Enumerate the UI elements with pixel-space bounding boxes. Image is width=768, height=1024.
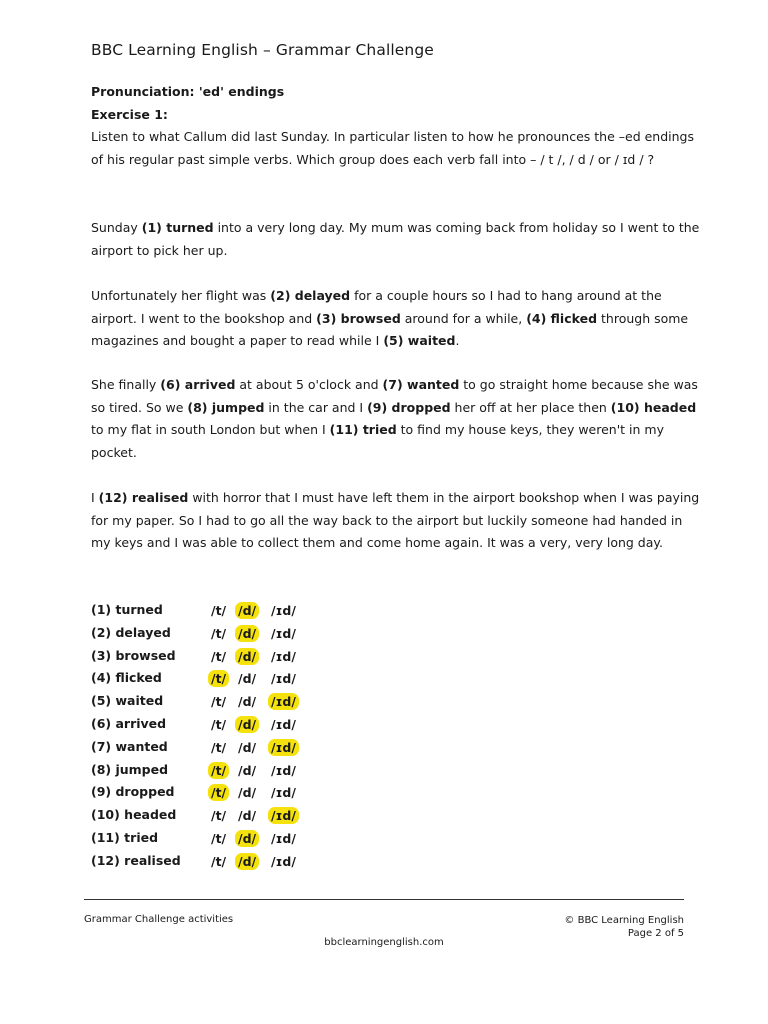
- story-text: at about 5 o'clock and: [235, 377, 383, 392]
- selected-sound-option: /d/: [235, 830, 259, 847]
- verb-highlight: (6) arrived: [160, 377, 236, 392]
- verb-highlight: (7) wanted: [382, 377, 460, 392]
- selected-sound-option: /d/: [235, 625, 259, 642]
- story-text: for a couple hours so I had to hang around at the airport. I went to the bookshop and: [91, 288, 662, 326]
- selected-sound-option: /ɪd/: [268, 807, 299, 824]
- footer-label: Grammar Challenge activities: [84, 914, 234, 925]
- answer-verb: (8) jumped: [91, 761, 169, 777]
- sound-option: /t/: [211, 625, 227, 641]
- sound-option: /ɪd/: [271, 603, 296, 618]
- sound-option: /t/: [211, 830, 227, 846]
- verb-highlight: (4) flicked: [526, 310, 598, 326]
- story-text: with horror that I must have left them in the airport bookshop when I was paying for my paper. So I had to go all the way back to the airport but luckily someone had handed in my keys and I was able to collect them and come home again. It was a very, very long day.: [91, 490, 700, 550]
- sound-option: /ɪd/: [271, 625, 296, 641]
- story-text: around for a while,: [400, 310, 527, 326]
- sound-option: /t/: [211, 808, 227, 824]
- story-text: her off at her place then: [450, 399, 611, 415]
- page-title: BBC Learning English – Grammar Challenge: [91, 41, 434, 59]
- verb-highlight: (8) jumped: [187, 399, 265, 415]
- sound-option: /ɪd/: [271, 716, 296, 732]
- story-text: through some magazines and bought a paper to read while I: [91, 310, 689, 348]
- answer-verb: (12) realised: [91, 852, 181, 868]
- exercise-heading: Exercise 1:: [91, 107, 168, 122]
- sound-option: /ɪd/: [271, 762, 296, 778]
- selected-sound-option: /d/: [235, 648, 259, 665]
- verb-highlight: (3) browsed: [316, 310, 401, 326]
- sound-option: /d/: [238, 808, 257, 824]
- story-paragraph-4: [91, 487, 701, 555]
- verb-highlight: (9) dropped: [367, 399, 451, 415]
- selected-sound-option: /ɪd/: [268, 739, 299, 756]
- answer-verb: (2) delayed: [91, 624, 171, 640]
- answer-verb: (7) wanted: [91, 738, 168, 754]
- sound-option: /ɪd/: [271, 785, 296, 801]
- verb-highlight: (5) waited: [383, 333, 456, 348]
- selected-sound-option: /t/: [208, 784, 229, 801]
- story-text: Sunday: [91, 220, 142, 235]
- story-text: to go straight home because she was so tired. So we: [91, 377, 698, 415]
- story-paragraph-3: [91, 374, 701, 464]
- story-paragraph-1: [91, 217, 701, 262]
- footer-divider: [84, 899, 684, 900]
- section-heading: Pronunciation: 'ed' endings: [91, 84, 285, 99]
- sound-option: /t/: [211, 739, 227, 755]
- sound-option: /t/: [211, 694, 227, 710]
- story-text: .: [455, 333, 460, 348]
- story-text: in the car and I: [264, 399, 368, 415]
- answer-verb: (9) dropped: [91, 784, 175, 800]
- answer-verb: (5) waited: [91, 693, 164, 709]
- answer-verb: (4) flicked: [91, 670, 162, 686]
- sound-option: /d/: [238, 739, 257, 755]
- verb-highlight: (2) delayed: [270, 288, 351, 303]
- sound-option: /t/: [211, 716, 227, 732]
- verb-highlight: (12) realised: [98, 490, 189, 505]
- answer-verb: (10) headed: [91, 807, 177, 823]
- story-text: She finally: [91, 377, 161, 392]
- verb-highlight: (1) turned: [141, 220, 214, 235]
- sound-option: /d/: [238, 762, 257, 778]
- story-text: to find my house keys, they weren't in my pocket.: [91, 422, 664, 460]
- footer-website: bbclearningenglish.com: [324, 937, 444, 948]
- answer-verb: (11) tried: [91, 829, 159, 845]
- sound-option: /t/: [211, 853, 227, 869]
- selected-sound-option: /ɪd/: [268, 693, 299, 710]
- story-text: into a very long day. My mum was coming back from holiday so I went to the airport to pick her up.: [91, 220, 700, 258]
- copyright-text: © BBC Learning English: [564, 915, 684, 926]
- sound-option: /ɪd/: [271, 853, 296, 869]
- story-text: Unfortunately her flight was: [91, 288, 271, 303]
- selected-sound-option: /d/: [235, 602, 259, 619]
- sound-option: /d/: [238, 785, 257, 801]
- sound-option: /ɪd/: [271, 830, 296, 846]
- verb-highlight: (10) headed: [610, 399, 697, 415]
- sound-option: /d/: [238, 671, 257, 687]
- instructions-paragraph: Listen to what Callum did last Sunday. In particular listen to how he pronounces the –ed endings of his regular past simple verbs. Which group does each verb fall into – / t /, / d / or / ɪd / ?: [91, 129, 695, 167]
- page-number: Page 2 of 5: [627, 928, 684, 939]
- story-text: to my flat in south London but when I: [91, 422, 330, 437]
- answer-verb: (1) turned: [91, 602, 163, 617]
- selected-sound-option: /t/: [208, 762, 229, 779]
- sound-option: /d/: [238, 694, 257, 710]
- verb-highlight: (11) tried: [329, 422, 397, 437]
- answer-verb: (3) browsed: [91, 647, 176, 663]
- selected-sound-option: /d/: [235, 853, 259, 870]
- story-paragraph-2: [91, 285, 701, 353]
- selected-sound-option: /d/: [235, 716, 259, 733]
- sound-option: /t/: [211, 603, 227, 618]
- selected-sound-option: /t/: [208, 670, 229, 687]
- sound-option: /ɪd/: [271, 648, 296, 664]
- story-text: I: [91, 490, 99, 505]
- answer-verb: (6) arrived: [91, 715, 167, 731]
- sound-option: /ɪd/: [271, 671, 296, 687]
- sound-option: /t/: [211, 648, 227, 664]
